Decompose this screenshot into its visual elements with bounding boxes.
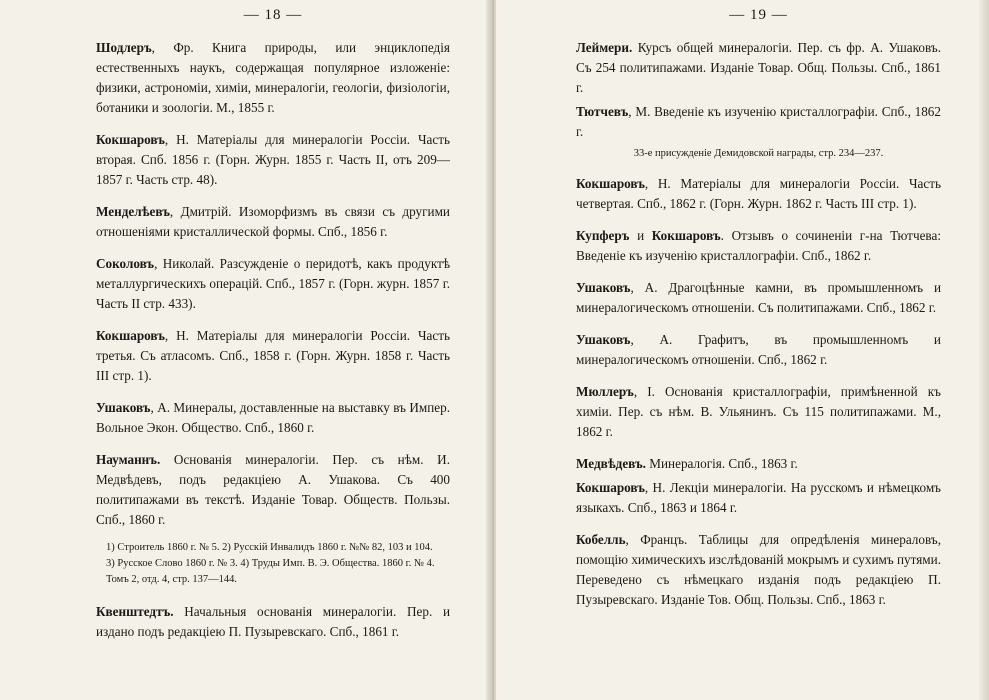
bibliography-entry	[96, 326, 450, 386]
entry-author: Шодлеръ	[96, 40, 152, 55]
entry-author: Тютчевъ	[576, 104, 629, 119]
entry-author: Менделѣевъ	[96, 204, 170, 219]
bibliography-entry	[576, 382, 941, 442]
entry-author: Ушаковъ	[576, 332, 631, 347]
bibliography-entry	[576, 38, 941, 98]
entry-author: Соколовъ	[96, 256, 155, 271]
entry-text: , Н. Матеріалы для минералогіи Россіи. Часть четвертая. Спб., 1862 г. (Горн. Журн. 1862 г. Часть III стр. 1).	[576, 176, 941, 211]
award-note: 33-е присужденіе Демидовской награды, стр. 234—237.	[633, 148, 884, 159]
entry-author: Кокшаровъ	[576, 480, 645, 495]
entry-text: , Н. Матеріалы для минералогіи Россіи. Часть вторая. Спб. 1856 г. (Горн. Журн. 1855 г. Часть II, отъ 209—1857 г. Часть стр. 48).	[96, 132, 450, 187]
entry-author: Купферъ	[576, 228, 630, 243]
entry-text: , Дмитрій. Изоморфизмъ въ связи съ другими отношеніями кристаллической формы. Спб., 1856 г.	[96, 204, 450, 239]
bibliography-entry	[96, 38, 450, 118]
bibliography-entry	[576, 530, 941, 610]
bibliography-entry	[576, 226, 941, 266]
page-edge	[979, 0, 989, 700]
bibliography-entry	[96, 450, 450, 530]
entry-text-second: . Отзывъ о сочиненіи г-на Тютчева: Введеніе къ изученію кристаллографіи. Спб., 1862 г.	[576, 228, 941, 263]
bibliography-entry	[576, 102, 941, 142]
bibliography-entry	[576, 174, 941, 214]
entry-author: Медвѣдевъ.	[576, 456, 646, 471]
entry-text: , Н. Лекціи минералогіи. На русскомъ и нѣмецкомъ языкахъ. Спб., 1863 и 1864 г.	[576, 480, 941, 515]
entry-author: Мюллеръ	[576, 384, 634, 399]
entry-text: , Францъ. Таблицы для опредѣленія минераловъ, помощію химическихъ изслѣдованій мокрымъ и сухимъ путями. Переведено съ нѣмецкаго изданія подъ редакціею П. Пузыревскаго. Изданіе Тов. Общ. Пользы. Спб., 1863 г.	[576, 532, 941, 607]
entry-author: Леймери.	[576, 40, 633, 55]
bibliography-entry	[96, 130, 450, 190]
entry-text: Основанія минералогіи. Пер. съ нѣм. И. Медвѣдевъ, подъ редакціею А. Ушакова. Съ 400 политипажами въ текстѣ. Изданіе Товар. Обществ. Пользы. Спб., 1860 г.	[96, 452, 450, 527]
entry-author: Кобелль	[576, 532, 626, 547]
footnote: 1) Строитель 1860 г. № 5. 2) Русскій Инвалидъ 1860 г. №№ 82, 103 и 104. 3) Русское Слово 1860 г. № 3. 4) Труды Имп. В. Э. Общества. 1860 г. № 4. Томъ 2, отд. 4, стр. 137—144.	[106, 542, 435, 585]
entry-text: и	[629, 228, 652, 243]
entry-text: Минералогія. Спб., 1863 г.	[645, 456, 798, 471]
left-page	[0, 0, 490, 700]
entry-text: , Николай. Разсужденіе о перидотѣ, какъ продуктѣ металлургическихъ операцій. Спб., 1857 г. (Горн. журн. 1857 г. Часть II стр. 433).	[96, 256, 450, 311]
entry-text: Начальныя основанія минералогіи. Пер. и издано подъ редакціею П. Пузыревскаго. Спб., 1861 г.	[96, 604, 450, 639]
entry-text: , М. Введеніе къ изученію кристаллографіи. Спб., 1862 г.	[576, 104, 941, 139]
bibliography-entry	[576, 454, 941, 474]
entry-text: , А. Графитъ, въ промышленномъ и минералогическомъ отношеніи. Спб., 1862 г.	[576, 332, 941, 367]
bibliography-entry	[96, 398, 450, 438]
entry-author-second: Кокшаровъ	[651, 228, 721, 243]
bibliography-entry	[576, 278, 941, 318]
entry-text: Курсъ общей минералогіи. Пер. съ фр. А. Ушаковъ. Съ 254 политипажами. Изданіе Товар. Общ. Пользы. Спб., 1861 г.	[576, 40, 941, 95]
bibliography-entry	[576, 478, 941, 518]
entry-author: Кокшаровъ	[96, 132, 165, 147]
bibliography-entry	[96, 602, 450, 642]
entry-author: Кокшаровъ	[96, 328, 165, 343]
entry-author: Кокшаровъ	[576, 176, 645, 191]
entry-text: , А. Драгоцѣнные камни, въ промышленномъ и минералогическомъ отношеніи. Съ политипажами. Спб., 1862 г.	[576, 280, 941, 315]
entry-text: , I. Основанія кристаллографіи, примѣненной къ химіи. Пер. съ нѣм. В. Ульянинъ. Съ 115 политипажами. М., 1862 г.	[576, 384, 941, 439]
page-number: — 18 —	[243, 7, 303, 23]
entry-author: Науманнъ.	[96, 452, 161, 467]
right-page	[496, 0, 989, 700]
bibliography-entry	[96, 202, 450, 242]
bibliography-entry	[576, 330, 941, 370]
entry-text: , Фр. Книга природы, или энциклопедія естественныхъ наукъ, содержащая популярное изложеніе: физики, астрономіи, химіи, минералогіи, геологіи, физіологіи, ботаники и зоологіи. М., 1855 г.	[96, 40, 450, 115]
entry-text: , Н. Матеріалы для минералогіи Россіи. Часть третья. Съ атласомъ. Спб., 1858 г. (Горн. Журн. 1858 г. Часть III стр. 1).	[96, 328, 450, 383]
page-number: — 19 —	[729, 7, 788, 23]
entry-text: , А. Минералы, доставленные на выставку въ Импер. Вольное Экон. Общество. Спб., 1860 г.	[96, 400, 450, 435]
entry-author: Квенштедтъ.	[96, 604, 174, 619]
bibliography-entry	[96, 254, 450, 314]
entry-author: Ушаковъ	[576, 280, 631, 295]
entry-author: Ушаковъ	[96, 400, 151, 415]
